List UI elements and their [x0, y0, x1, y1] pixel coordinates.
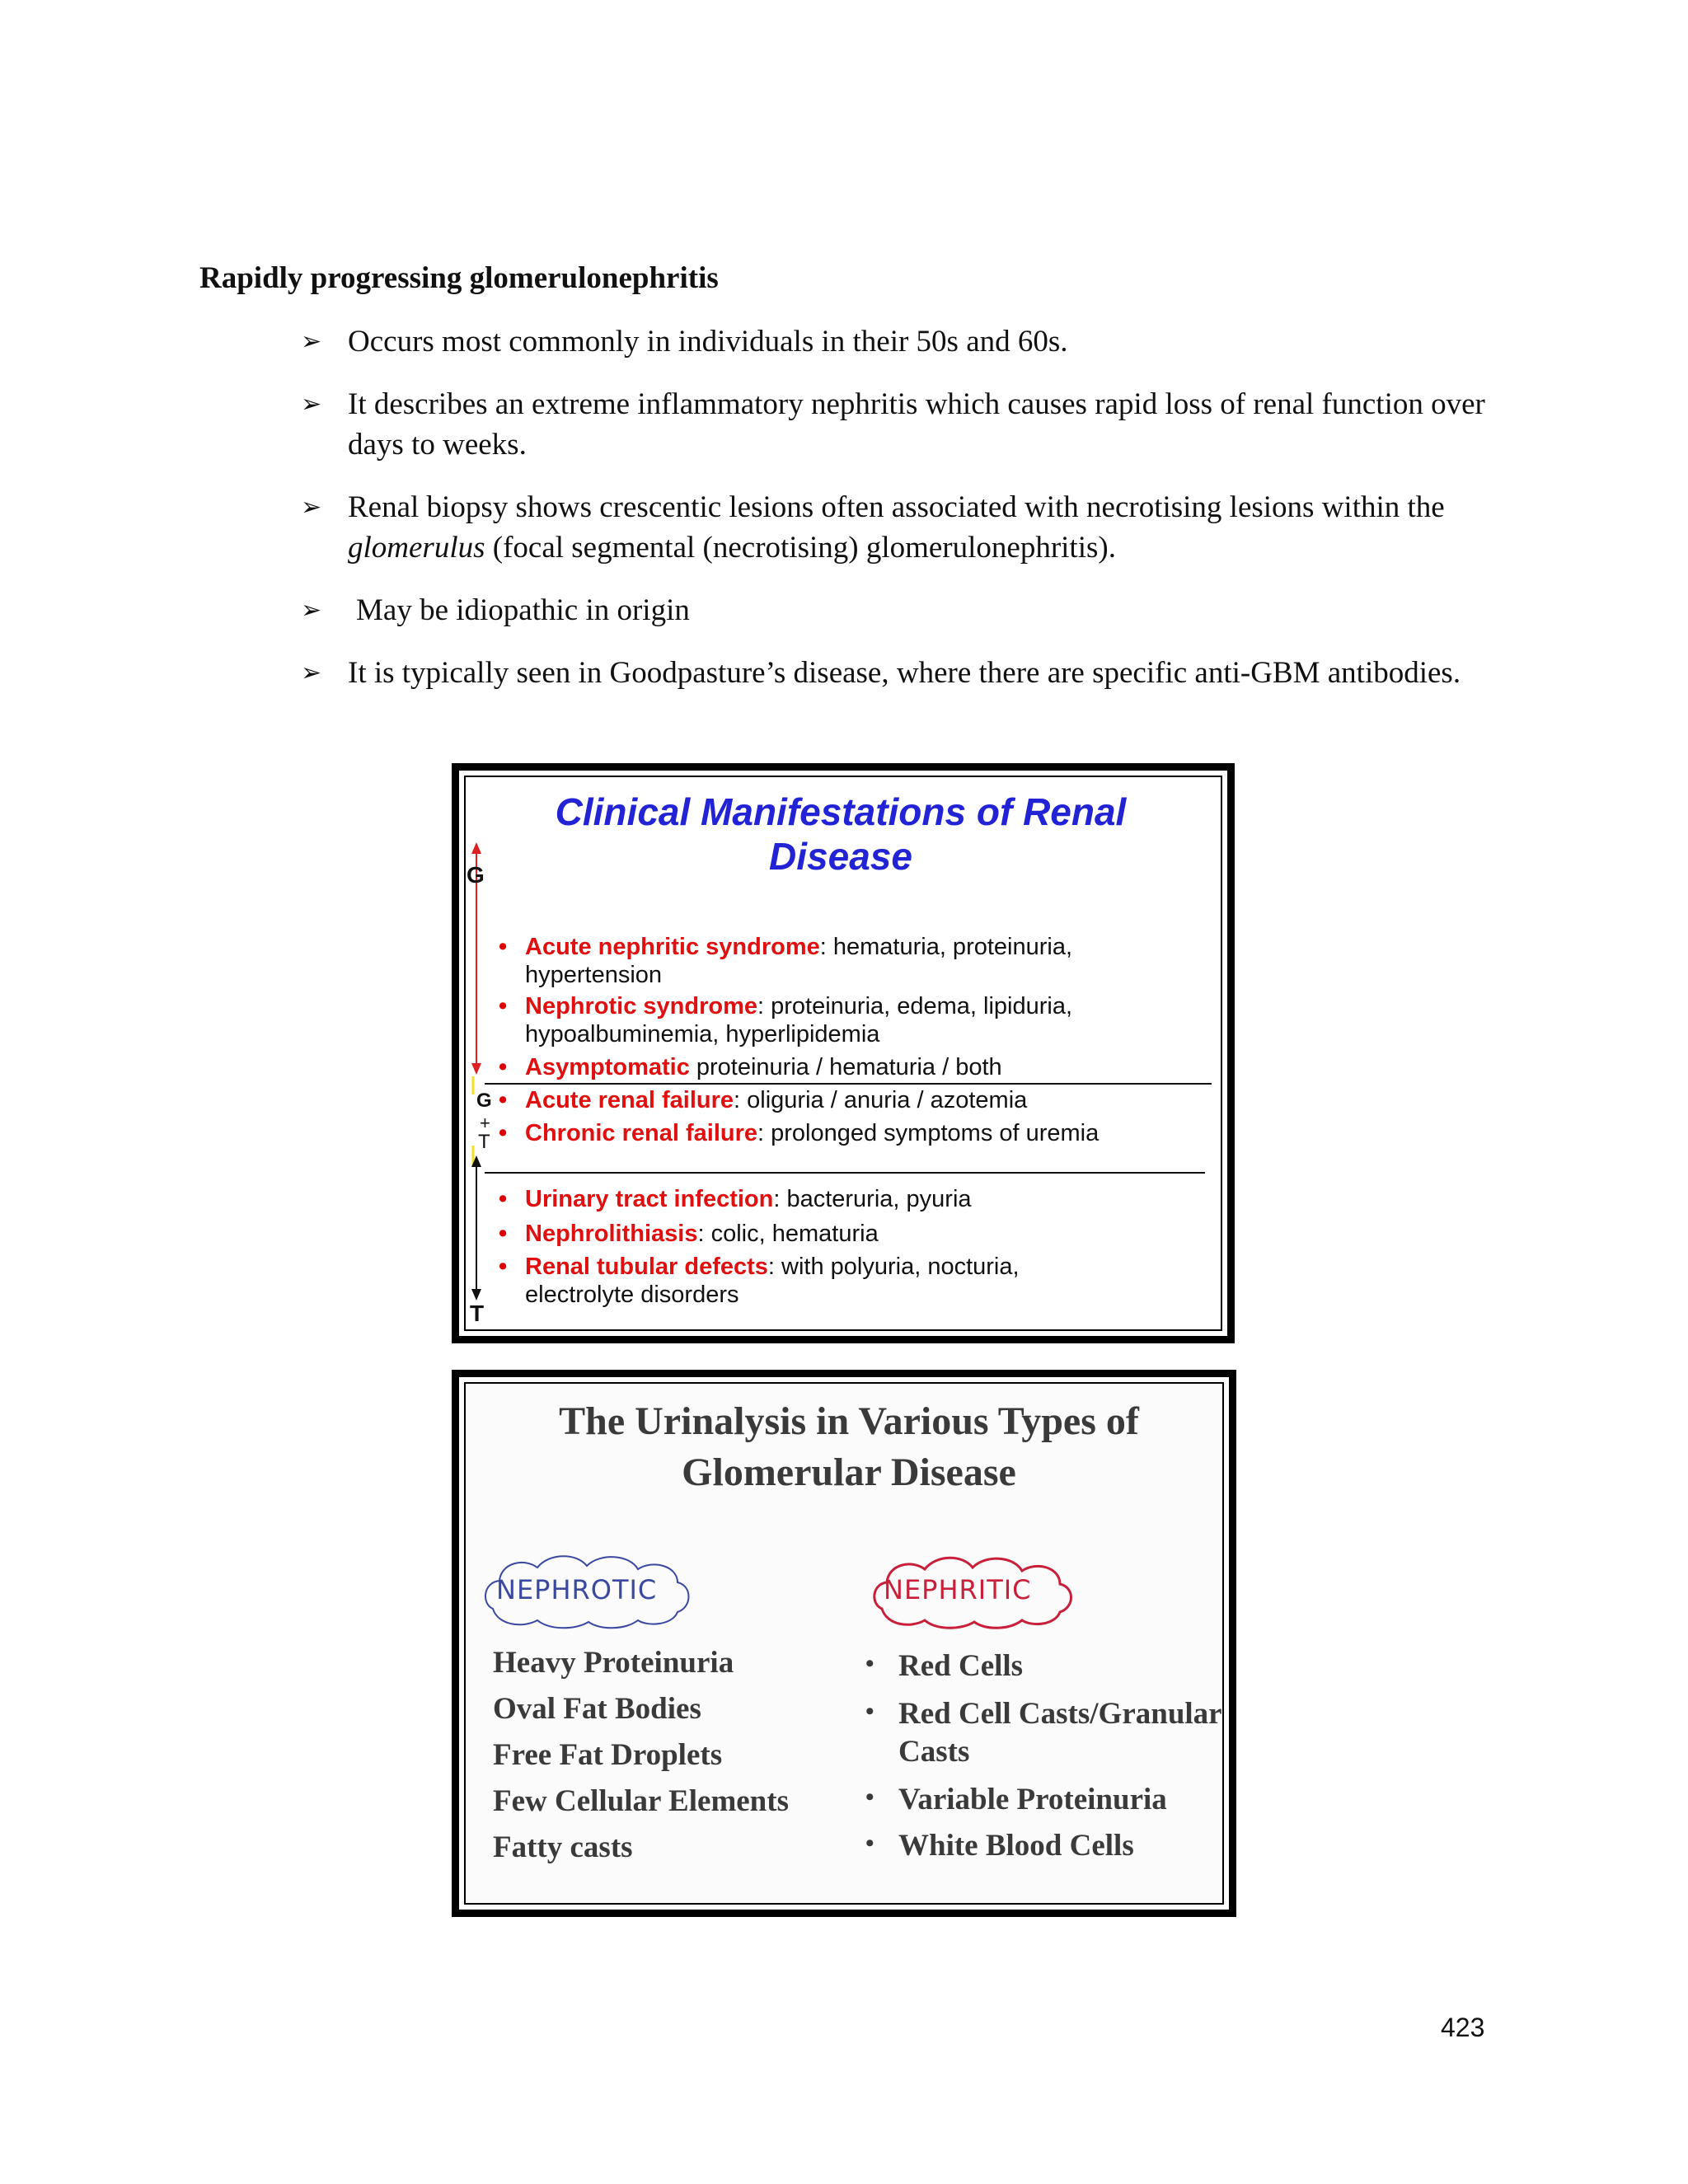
bullet-text [348, 490, 1445, 565]
manifestation-desc: : oliguria / anuria / azotemia [734, 1087, 1028, 1113]
figure-inner [459, 771, 1227, 1336]
manifestation-item [499, 1253, 1125, 1309]
manifestation-desc: proteinuria / hematuria / both [689, 1054, 1002, 1080]
nephritic-item: Casts [898, 1735, 970, 1769]
arrow-bullet-icon: ➢ [301, 596, 322, 625]
nephritic-item: White Blood Cells [898, 1829, 1134, 1863]
manifestation-term: Nephrolithiasis [525, 1221, 698, 1247]
bullet-text: May be idiopathic in origin [356, 593, 690, 627]
axis-label-t-mid: T [478, 1131, 490, 1153]
arrow-bullet-icon: ➢ [301, 493, 322, 522]
manifestation-desc: : proteinuria, edema, lipiduria, hypoalbuminemia, hyperlipidemia [525, 993, 1073, 1047]
manifestation-item [499, 933, 1175, 989]
bullet-dot: • [865, 1698, 874, 1725]
axis-label-plus: + [480, 1113, 490, 1133]
bullet-dot: • [499, 1087, 508, 1113]
manifestation-term: Acute nephritic syndrome [525, 934, 820, 960]
bullet-item [301, 384, 1521, 465]
manifestation-item [499, 992, 1175, 1048]
figure-title-line: Glomerular Disease [682, 1451, 1016, 1494]
figure-title-line: The Urinalysis in Various Types of [559, 1399, 1139, 1443]
figure-title-line: Disease [769, 835, 912, 878]
bullet-item [301, 653, 1521, 693]
bullet-dot: • [865, 1650, 874, 1677]
nephrotic-item: Heavy Proteinuria [493, 1646, 734, 1680]
bullet-item [301, 590, 1521, 630]
figure-clinical-manifestations [452, 763, 1235, 1343]
manifestation-item [499, 1220, 1175, 1248]
nephrotic-label: NEPHROTIC [496, 1574, 658, 1605]
figure-urinalysis [452, 1370, 1236, 1917]
nephritic-label: NEPHRITIC [884, 1574, 1032, 1605]
bullet-dot: • [499, 1221, 508, 1247]
bullet-dot: • [499, 993, 508, 1019]
nephritic-item: Red Cells [898, 1649, 1024, 1683]
manifestation-desc: : bacteruria, pyuria [773, 1186, 972, 1212]
figure-inner [459, 1377, 1229, 1910]
bullet-text: It describes an extreme inflammatory nephritis which causes rapid loss of renal function over days to weeks. [348, 387, 1485, 462]
manifestation-item [499, 1053, 1175, 1081]
bullet-item [301, 487, 1521, 568]
bullet-dot: • [499, 934, 508, 960]
divider [485, 1172, 1205, 1174]
manifestation-term: Acute renal failure [525, 1087, 734, 1113]
nephrotic-item: Fatty casts [493, 1830, 633, 1864]
bullet-dot: • [865, 1783, 874, 1811]
arrow-bullet-icon: ➢ [301, 390, 322, 419]
nephritic-item: Red Cell Casts/Granular [898, 1697, 1222, 1731]
manifestation-desc: : prolonged symptoms of uremia [757, 1120, 1100, 1146]
bullet-dot: • [499, 1054, 508, 1080]
figure-title [495, 1396, 1203, 1498]
axis-label-g: G [467, 862, 485, 888]
bullet-list [301, 321, 1521, 715]
nephrotic-item: Oval Fat Bodies [493, 1692, 701, 1726]
nephrotic-item: Few Cellular Elements [493, 1784, 789, 1818]
arrow-bullet-icon: ➢ [301, 327, 322, 356]
axis-label-t: T [470, 1301, 485, 1326]
page-number: 423 [1441, 2013, 1485, 2042]
bullet-dot: • [865, 1830, 874, 1857]
manifestation-term: Nephrotic syndrome [525, 993, 757, 1019]
nephrotic-item: Free Fat Droplets [493, 1738, 723, 1772]
manifestation-item [499, 1119, 1175, 1147]
divider [485, 1083, 1212, 1085]
nephritic-item: Variable Proteinuria [898, 1783, 1167, 1816]
manifestation-item [499, 1185, 1175, 1213]
figure-title [528, 790, 1154, 879]
bullet-dot: • [499, 1186, 508, 1212]
bullet-item [301, 321, 1521, 362]
manifestation-desc: : with polyuria, nocturia, electrolyte disorders [525, 1254, 1020, 1308]
bullet-dot: • [499, 1254, 508, 1280]
bullet-text-part: (focal segmental (necrotising) glomerulonephritis). [492, 531, 1116, 565]
axis-label-g-mid: G [476, 1090, 492, 1112]
manifestation-term: Chronic renal failure [525, 1120, 758, 1146]
manifestation-term: Asymptomatic [525, 1054, 690, 1080]
bullet-dot: • [499, 1120, 508, 1146]
bullet-text: Occurs most commonly in individuals in their 50s and 60s. [348, 325, 1068, 359]
manifestation-desc: : hematuria, proteinuria, hypertension [525, 934, 1073, 988]
figure-title-line: Clinical Manifestations of Renal [555, 790, 1127, 833]
bullet-text: It is typically seen in Goodpasture’s disease, where there are specific anti-GBM antibodies. [348, 656, 1461, 690]
bullet-text-part: Renal biopsy shows crescentic lesions often associated with necrotising lesions within the [348, 490, 1445, 524]
arrow-bullet-icon: ➢ [301, 658, 322, 687]
manifestation-term: Urinary tract infection [525, 1186, 774, 1212]
bullet-text-italic: glomerulus [348, 531, 485, 565]
section-heading: Rapidly progressing glomerulonephritis [199, 261, 719, 295]
manifestation-term: Renal tubular defects [525, 1254, 768, 1280]
manifestation-desc: : colic, hematuria [697, 1221, 879, 1247]
manifestation-item [499, 1086, 1175, 1114]
